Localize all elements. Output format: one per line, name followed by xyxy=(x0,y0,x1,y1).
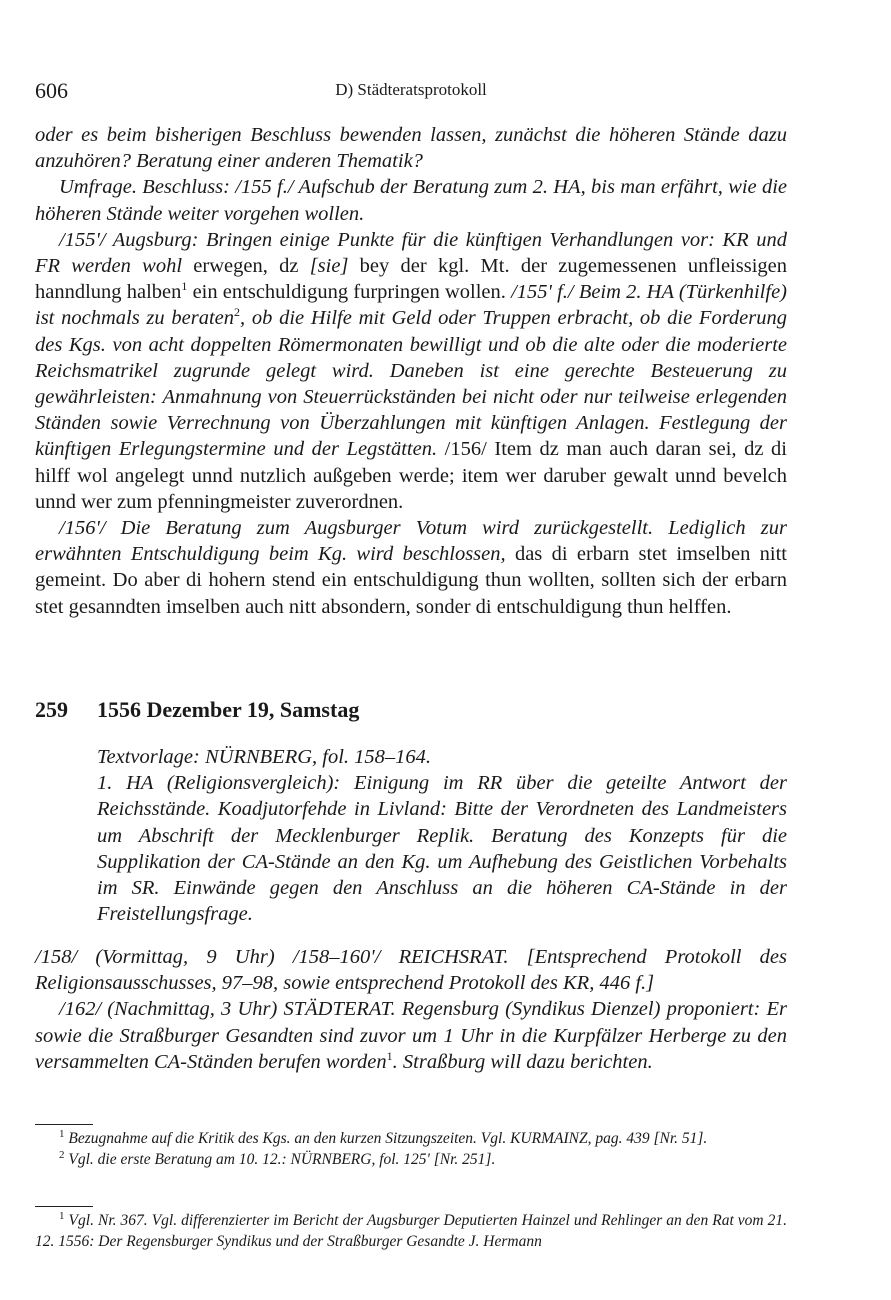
quote-text: erwegen, dz xyxy=(182,255,310,278)
quote-text: Item dz man auch daran sei, dz di hilff wol angelegt unnd nutzlich außgeben werde; item wer daruber gewalt unnd bevelch unnd wer zum pfenningmeister zuverordnen. xyxy=(35,438,787,513)
paragraph-2 xyxy=(35,174,787,226)
paragraph-2-text: Umfrage. Beschluss: /155 f./ Aufschub der Beratung zum 2. HA, bis man erfährt, wie die höheren Stände weiter vorgehen wollen. xyxy=(35,176,787,225)
paragraph-1 xyxy=(35,122,787,174)
summary-text: /156'/ Die Beratung zum Augsburger Votum wird zurückgestellt. Lediglich zur erwähnten Entschuldigung beim Kg. wird beschlossen, xyxy=(35,517,787,566)
protocol-text xyxy=(35,944,787,1075)
quote-text: ein entschuldigung furpringen wollen. xyxy=(187,281,512,304)
textvorlage: Textvorlage: NÜRNBERG, fol. 158–164. xyxy=(97,746,432,768)
footnotes-second-apparatus xyxy=(35,1210,787,1252)
running-title: D) Städteratsprotokoll xyxy=(335,80,487,99)
footnote-ref[interactable]: 2 xyxy=(234,305,240,320)
footnote-ref[interactable]: 1 xyxy=(386,1048,393,1063)
folio-marker: /156/ xyxy=(437,438,495,461)
footnote-text: Vgl. die erste Beratung am 10. 12.: NÜRNBERG, fol. 125' [Nr. 251]. xyxy=(68,1151,496,1168)
augsburg-summary: /155'/ Augsburg: Bringen einige Punkte für die künftigen Verhandlungen vor: KR und FR werden wohl xyxy=(35,228,787,278)
footnote xyxy=(35,1149,787,1170)
summary-text: , ob die Hilfe mit Geld oder Truppen erbracht, ob die Forderung des Kgs. von acht doppelten Römermonaten bewilligt und ob die alte oder die moderierte Reichsmatrikel zugrunde gelegt wird. Daneben ist eine gerechte Besteuerung zu gewährleisten: Anmahnung von Steuerrückständen bei nicht oder nur teilweise erlegenden Ständen sowie Verrechnung von Überzahlungen mit künftigen Anlagen. Festlegung der künftigen Erlegungstermine und der Legstätten. xyxy=(35,307,788,461)
footnote-rule xyxy=(35,1206,93,1207)
entry-heading xyxy=(35,697,787,723)
footnote-text: Vgl. Nr. 367. Vgl. differenzierter im Bericht der Augsburger Deputierten Hainzel und Rehlinger an den Rat vom 21. 12. 1556: Der Regensburger Syndikus und der Straßburger Gesandte J. Hermann xyxy=(35,1212,788,1250)
entry-number: 259 xyxy=(35,697,68,722)
paragraph-1-text: oder es beim bisherigen Beschluss bewenden lassen, zunächst die höheren Stände dazu anzuhören? Beratung einer anderen Thematik? xyxy=(35,124,787,173)
protocol-paragraph-2 xyxy=(35,996,787,1075)
summary-text: /155' f./ Beim 2. HA (Türkenhilfe) ist nochmals zu beraten xyxy=(35,281,787,330)
footnote-mark: 1 xyxy=(59,1128,65,1140)
footnote-rule xyxy=(35,1124,93,1125)
footnote-ref[interactable]: 1 xyxy=(181,279,188,294)
footnote-text: Bezugnahme auf die Kritik des Kgs. an den kurzen Sitzungszeiten. Vgl. KURMAINZ, pag. 439 [Nr. 51]. xyxy=(68,1130,708,1147)
continued-text xyxy=(35,122,787,620)
protocol-paragraph-1 xyxy=(35,944,787,996)
paragraph-3 xyxy=(35,227,787,515)
footnotes-first-apparatus xyxy=(35,1128,787,1170)
quote-text: bey der kgl. Mt. der zugemessenen unfleissigen hanndlung halben xyxy=(35,255,787,304)
footnote xyxy=(35,1128,787,1149)
entry-regest xyxy=(97,744,787,927)
running-head xyxy=(35,78,787,106)
document-page xyxy=(35,0,787,1300)
page-number: 606 xyxy=(35,78,68,103)
protocol-paragraph-2-text: /162/ (Nachmittag, 3 Uhr) STÄDTERAT. Regensburg (Syndikus Dienzel) proponiert: Er sowie die Straßburger Gesandten sind zuvor um 1 Uhr in die Kurpfälzer Herberge zu den versammelten CA-Ständen berufen worden xyxy=(35,998,787,1073)
entry-date: 1556 Dezember 19, Samstag xyxy=(97,697,360,722)
regest-summary: 1. HA (Religionsvergleich): Einigung im RR über die geteilte Antwort der Reichsstände. Koadjutorfehde in Livland: Bitte der Verordneten des Landmeisters um Abschrift der Mecklenburger Replik. Beratung des Konzepts für die Supplikation der CA-Stände an den Kg. um Aufhebung des Geistlichen Vorbehalts im SR. Einwände gegen den Anschluss an die höheren CA-Stände in der Freistellungsfrage. xyxy=(97,772,787,926)
protocol-paragraph-2-end: . Straßburg will dazu berichten. xyxy=(392,1050,653,1073)
footnote-mark: 2 xyxy=(59,1149,65,1161)
footnote xyxy=(35,1210,787,1252)
protocol-paragraph-1-text: /158/ (Vormittag, 9 Uhr) /158–160'/ REICHSRAT. [Entsprechend Protokoll des Religionsausschusses, 97–98, sowie entsprechend Protokoll des KR, 446 f.] xyxy=(35,946,787,995)
quote-text: das di erbarn stet imselben nitt gemeint. Do aber di hohern stend ein entschuldigung thun wollten, sollten sich der erbarn stet gesanndten imselben auch nitt absondern, sonder di entschuldigung thun helffen. xyxy=(35,543,787,618)
paragraph-4 xyxy=(35,515,787,620)
footnote-mark: 1 xyxy=(59,1210,65,1222)
sic-note: [sie] xyxy=(309,255,349,278)
